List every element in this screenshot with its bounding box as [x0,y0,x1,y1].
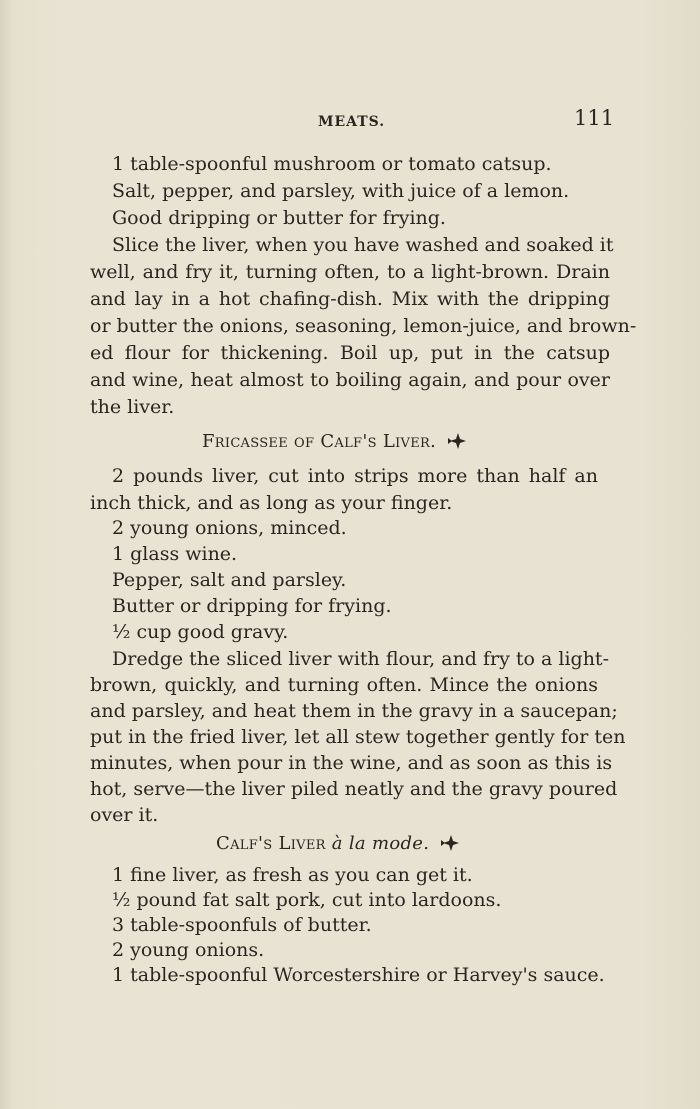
ingredient-line: inch thick, and as long as your finger. [90,492,453,514]
ingredient-line: 2 young onions, minced. [112,517,347,539]
ingredient-line: 2 pounds liver, cut into strips more than half an [112,465,598,487]
instruction-line: Slice the liver, when you have washed and soaked it [112,234,614,256]
ingredient-line: 2 young onions. [112,939,265,961]
ingredient-line: 1 table-spoonful mushroom or tomato catsup. [112,153,552,175]
recipe-heading-text: Calf's Liver [216,833,326,854]
ingredient-line: 3 table-spoonfuls of butter. [112,914,372,936]
instruction-line: over it. [90,804,159,826]
ingredient-line: ½ cup good gravy. [112,621,289,643]
ingredient-line: 1 glass wine. [112,543,238,565]
instruction-line: brown, quickly, and turning often. Mince the onions [90,674,598,696]
instruction-line: the liver. [90,396,175,418]
ingredient-line: Pepper, salt and parsley. [112,569,347,591]
ingredient-line: 1 table-spoonful Worcestershire or Harvey's sauce. [112,964,605,986]
ingredient-line: Butter or dripping for frying. [112,595,392,617]
page-number: 111 [574,106,615,130]
recipe-heading [202,431,468,452]
instruction-line: and parsley, and heat them in the gravy in a saucepan; [90,700,618,722]
instruction-line: well, and fry it, turning often, to a light-brown. Drain [90,261,610,283]
ingredient-line: 1 fine liver, as fresh as you can get it. [112,864,473,886]
ingredient-line: Salt, pepper, and parsley, with juice of a lemon. [112,180,570,202]
instruction-line: or butter the onions, seasoning, lemon-juice, and brown- [90,315,637,337]
running-header: MEATS. [318,114,386,130]
instruction-line: and wine, heat almost to boiling again, and pour over [90,369,610,391]
instruction-line: hot, serve—the liver piled neatly and the gravy poured [90,778,618,800]
recipe-heading [216,833,461,854]
instruction-line: put in the fried liver, let all stew together gently for ten [90,726,626,748]
ingredient-line: Good dripping or butter for frying. [112,207,446,229]
maltese-cross-hand-icon [441,834,461,852]
instruction-line: and lay in a hot chafing-dish. Mix with the dripping [90,288,610,310]
recipe-heading-italic: à la mode. [331,833,430,854]
instruction-line: minutes, when pour in the wine, and as soon as this is [90,752,613,774]
ingredient-line: ½ pound fat salt pork, cut into lardoons. [112,889,502,911]
instruction-line: ed flour for thickening. Boil up, put in the catsup [90,342,610,364]
recipe-heading-text: Fricassee of Calf's Liver. [202,431,437,452]
maltese-cross-hand-icon [448,432,468,450]
instruction-line: Dredge the sliced liver with flour, and fry to a light- [112,648,609,670]
